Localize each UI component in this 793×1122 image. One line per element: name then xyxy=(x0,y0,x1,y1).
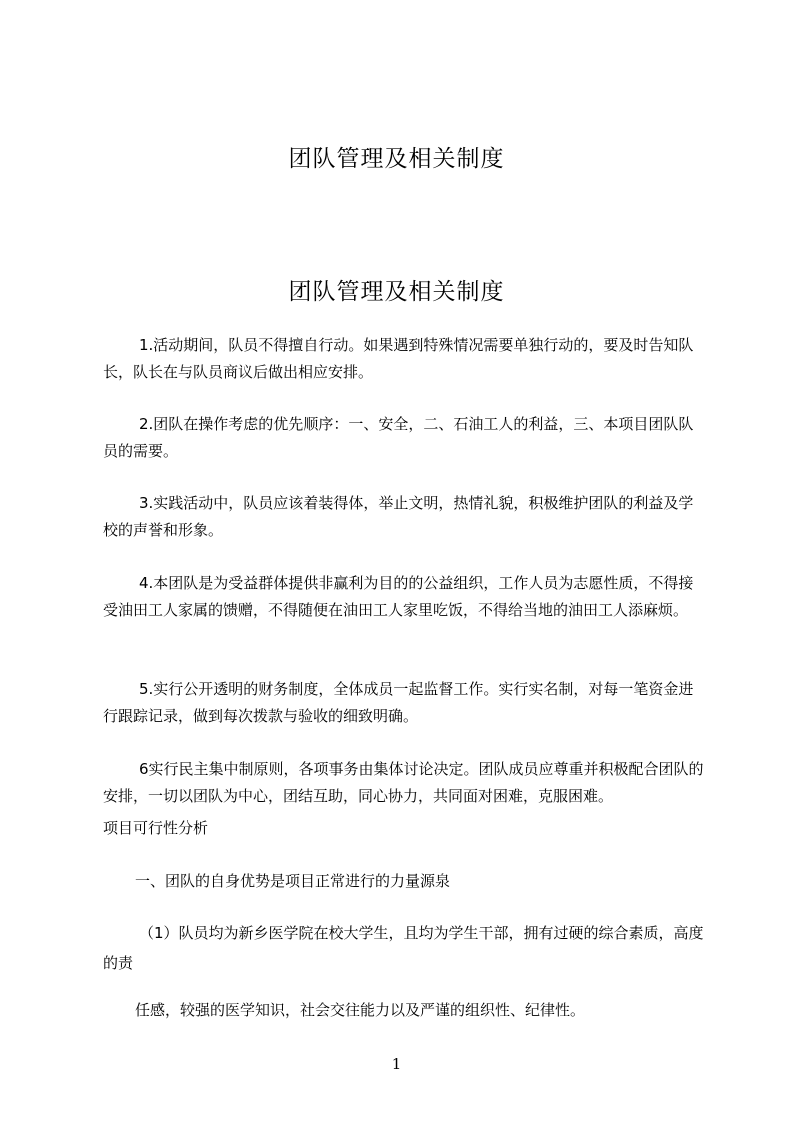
rule-paragraph-4: 4.本团队是为受益群体提供非赢利为目的的公益组织，工作人员为志愿性质，不得接受油田工人家属的馈赠，不得随便在油田工人家里吃饭，不得给当地的油田工人添麻烦。 xyxy=(103,574,694,619)
page-number: 1 xyxy=(391,1055,402,1073)
rule-paragraph-3: 3.实践活动中，队员应该着装得体，举止文明，热情礼貌，积极维护团队的利益及学校的声誉和形象。 xyxy=(103,494,694,539)
page-title: 团队管理及相关制度 xyxy=(288,146,505,172)
rule-paragraph-6: 6实行民主集中制原则，各项事务由集体讨论决定。团队成员应尊重并积极配合团队的安排，一切以团队为中心，团结互助，同心协力，共同面对困难，克服困难。 xyxy=(103,760,704,805)
rule-paragraph-1: 1.活动期间，队员不得擅自行动。如果遇到特殊情况需要单独行动的，要及时告知队长，队长在与队员商议后做出相应安排。 xyxy=(103,336,694,381)
item-one-paragraph: （1）队员均为新乡医学院在校大学生，且均为学生干部，拥有过硬的综合素质，高度的责 xyxy=(103,924,704,972)
rule-paragraph-2: 2.团队在操作考虑的优先顺序：一、安全，二、石油工人的利益，三、本项目团队队员的需要。 xyxy=(103,415,694,460)
section-one-heading: 一、团队的自身优势是项目正常进行的力量源泉 xyxy=(135,872,451,890)
rule-paragraph-5: 5.实行公开透明的财务制度，全体成员一起监督工作。实行实名制，对每一笔资金进行跟踪记录，做到每次拨款与验收的细致明确。 xyxy=(103,680,694,725)
item-one-continued: 任感，较强的医学知识，社会交往能力以及严谨的组织性、纪律性。 xyxy=(135,1001,586,1019)
section-title: 团队管理及相关制度 xyxy=(288,279,505,305)
feasibility-heading: 项目可行性分析 xyxy=(103,819,209,837)
